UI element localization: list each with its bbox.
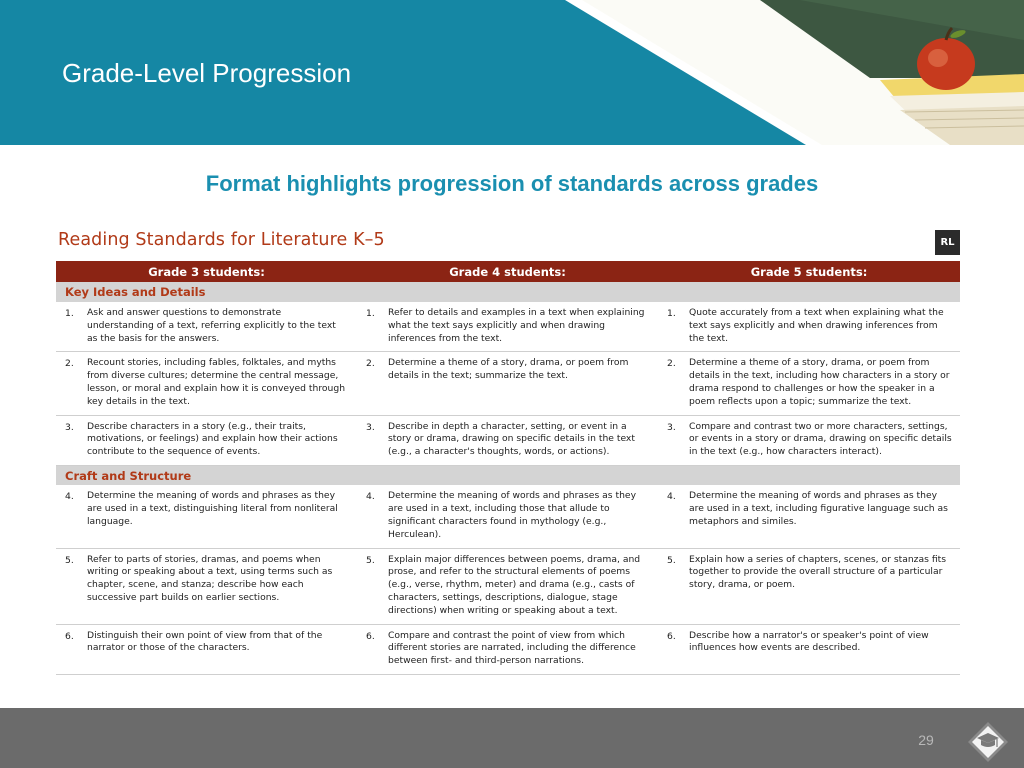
- standard-text: Determine a theme of a story, drama, or poem from details in the text; summarize the text.: [388, 352, 658, 415]
- section-heading: Key Ideas and Details: [56, 282, 960, 302]
- standard-number: 5.: [658, 548, 689, 624]
- standards-table: [56, 261, 960, 675]
- standard-text: Explain major differences between poems, drama, and prose, and refer to the structural elements of poems (e.g., verse, rhythm, meter) and drama (e.g., casts of characters, settings, descriptions, dialogue, stage directions) when writing or speaking about a text.: [388, 548, 658, 624]
- standard-number: 5.: [56, 548, 87, 624]
- slide-footer: [0, 708, 1024, 768]
- document-title: Reading Standards for Literature K–5: [58, 230, 385, 250]
- column-header-grade-4: Grade 4 students:: [357, 261, 658, 282]
- table-header-row: [56, 261, 960, 282]
- section-heading-row: [56, 282, 960, 302]
- graduation-cap-icon: [966, 720, 1010, 764]
- standards-table-body: [56, 282, 960, 675]
- standard-text: Refer to details and examples in a text when explaining what the text says explicitly and when drawing inferences from the text.: [388, 302, 658, 352]
- standard-text: Ask and answer questions to demonstrate understanding of a text, referring explicitly to the text as the basis for the answers.: [87, 302, 357, 352]
- standard-text: Recount stories, including fables, folktales, and myths from diverse cultures; determine the central message, lesson, or moral and explain how it is conveyed through key details in the text.: [87, 352, 357, 415]
- standard-number: 6.: [56, 624, 87, 674]
- standard-number: 3.: [357, 415, 388, 465]
- slide-subtitle: Format highlights progression of standards across grades: [205, 171, 819, 196]
- standard-number: 2.: [56, 352, 87, 415]
- standard-text: Compare and contrast two or more characters, settings, or events in a story or drama, drawing on specific details in the text (e.g., how characters interact).: [689, 415, 960, 465]
- column-header-grade-5: Grade 5 students:: [658, 261, 960, 282]
- standard-number: 6.: [357, 624, 388, 674]
- standard-text: Determine a theme of a story, drama, or poem from details in the text, including how characters in a story or drama respond to challenges or how the speaker in a poem reflects upon a topic; summarize the text.: [689, 352, 960, 415]
- standard-text: Describe how a narrator's or speaker's point of view influences how events are described.: [689, 624, 960, 674]
- standard-number: 4.: [56, 485, 87, 548]
- table-row: [56, 548, 960, 624]
- table-row: [56, 302, 960, 352]
- strand-badge: RL: [935, 230, 960, 255]
- standard-number: 1.: [56, 302, 87, 352]
- standard-text: Determine the meaning of words and phrases as they are used in a text, including figurative language such as metaphors and similes.: [689, 485, 960, 548]
- standard-text: Describe in depth a character, setting, or event in a story or drama, drawing on specific details in the text (e.g., a character's thoughts, words, or actions).: [388, 415, 658, 465]
- standard-text: Compare and contrast the point of view from which different stories are narrated, including the difference between first- and third-person narrations.: [388, 624, 658, 674]
- table-row: [56, 624, 960, 674]
- standard-number: 1.: [357, 302, 388, 352]
- standard-text: Explain how a series of chapters, scenes, or stanzas fits together to provide the overall structure of a particular story, drama, or poem.: [689, 548, 960, 624]
- table-row: [56, 415, 960, 465]
- section-heading: Craft and Structure: [56, 465, 960, 485]
- standard-text: Describe characters in a story (e.g., their traits, motivations, or feelings) and explain how their actions contribute to the sequence of events.: [87, 415, 357, 465]
- standard-number: 2.: [658, 352, 689, 415]
- slide-title: Grade-Level Progression: [62, 58, 352, 88]
- standard-number: 3.: [56, 415, 87, 465]
- standard-text: Determine the meaning of words and phrases as they are used in a text, including those that allude to significant characters found in mythology (e.g., Herculean).: [388, 485, 658, 548]
- standard-number: 4.: [658, 485, 689, 548]
- section-heading-row: [56, 465, 960, 485]
- table-row: [56, 352, 960, 415]
- slide-header: [0, 0, 1024, 145]
- page-number: 29: [918, 732, 934, 748]
- standard-number: 4.: [357, 485, 388, 548]
- table-row: [56, 485, 960, 548]
- standard-text: Distinguish their own point of view from that of the narrator or those of the characters.: [87, 624, 357, 674]
- column-header-grade-3: Grade 3 students:: [56, 261, 357, 282]
- standard-number: 1.: [658, 302, 689, 352]
- standard-number: 6.: [658, 624, 689, 674]
- standard-text: Refer to parts of stories, dramas, and poems when writing or speaking about a text, using terms such as chapter, scene, and stanza; describe how each successive part builds on earlier sections.: [87, 548, 357, 624]
- standard-text: Determine the meaning of words and phrases as they are used in a text, distinguishing literal from nonliteral language.: [87, 485, 357, 548]
- standard-text: Quote accurately from a text when explaining what the text says explicitly and when drawing inferences from the text.: [689, 302, 960, 352]
- standard-number: 3.: [658, 415, 689, 465]
- standard-number: 5.: [357, 548, 388, 624]
- standard-number: 2.: [357, 352, 388, 415]
